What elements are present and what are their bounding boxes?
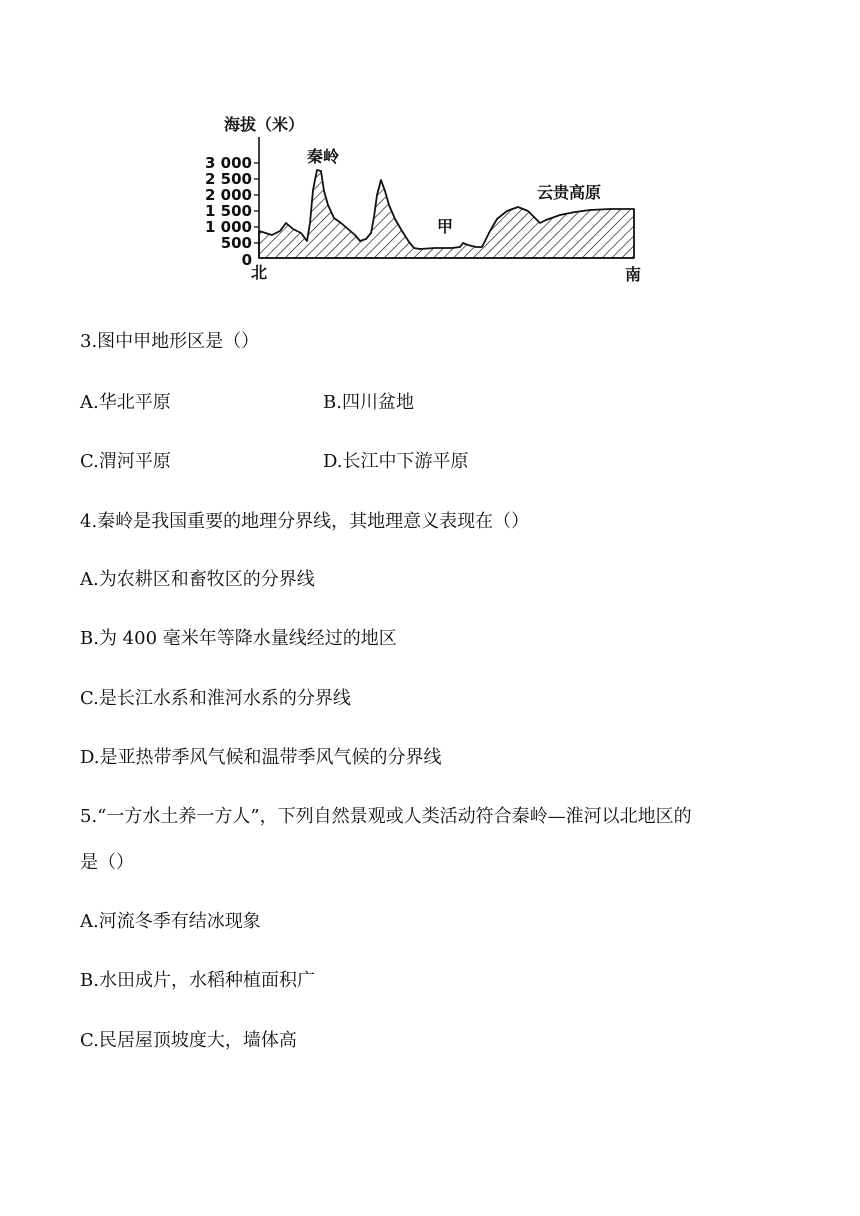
question-5-stem-line-1: 5.“一方水土养一方人”，下列自然景观或人类活动符合秦岭—淮河以北地区的 — [80, 806, 692, 827]
label-yungui-plateau: 云贵高原 — [537, 183, 602, 202]
y-tick-3000: 3 000 — [205, 154, 252, 172]
y-tick-1000: 1 000 — [205, 218, 252, 236]
question-3-option-d: D.长江中下游平原 — [323, 451, 469, 472]
question-5-stem-line-2: 是（） — [80, 852, 134, 873]
label-jia: 甲 — [437, 217, 454, 236]
question-4-option-b: B.为 400 毫米年等降水量线经过的地区 — [80, 628, 397, 649]
terrain-profile-svg — [200, 105, 660, 295]
question-4-option-c: C.是长江水系和淮河水系的分界线 — [80, 688, 351, 709]
question-3-stem: 3.图中甲地形区是（） — [80, 331, 260, 352]
y-tick-2500: 2 500 — [205, 170, 252, 188]
y-axis-label: 海拔（米） — [224, 115, 305, 134]
x-start-label-north: 北 — [250, 263, 268, 282]
question-3-option-b: B.四川盆地 — [323, 392, 414, 413]
y-tick-2000: 2 000 — [205, 186, 252, 204]
question-4-stem: 4.秦岭是我国重要的地理分界线，其地理意义表现在（） — [80, 511, 530, 532]
label-qinling: 秦岭 — [307, 147, 340, 166]
question-3-option-c: C.渭河平原 — [80, 451, 171, 472]
question-4-option-a: A.为农耕区和畜牧区的分界线 — [80, 569, 315, 590]
question-3-option-a: A.华北平原 — [80, 392, 171, 413]
x-end-label-south: 南 — [624, 265, 642, 284]
y-tick-1500: 1 500 — [205, 202, 252, 220]
question-5-option-a: A.河流冬季有结冰现象 — [80, 911, 261, 932]
question-4-option-d: D.是亚热带季风气候和温带季风气候的分界线 — [80, 747, 442, 768]
question-5-option-b: B.水田成片，水稻种植面积广 — [80, 970, 315, 991]
terrain-profile-figure — [200, 105, 660, 295]
question-5-option-c: C.民居屋顶坡度大，墙体高 — [80, 1030, 297, 1051]
y-tick-500: 500 — [220, 234, 252, 252]
y-tick-0: 0 — [241, 251, 252, 269]
